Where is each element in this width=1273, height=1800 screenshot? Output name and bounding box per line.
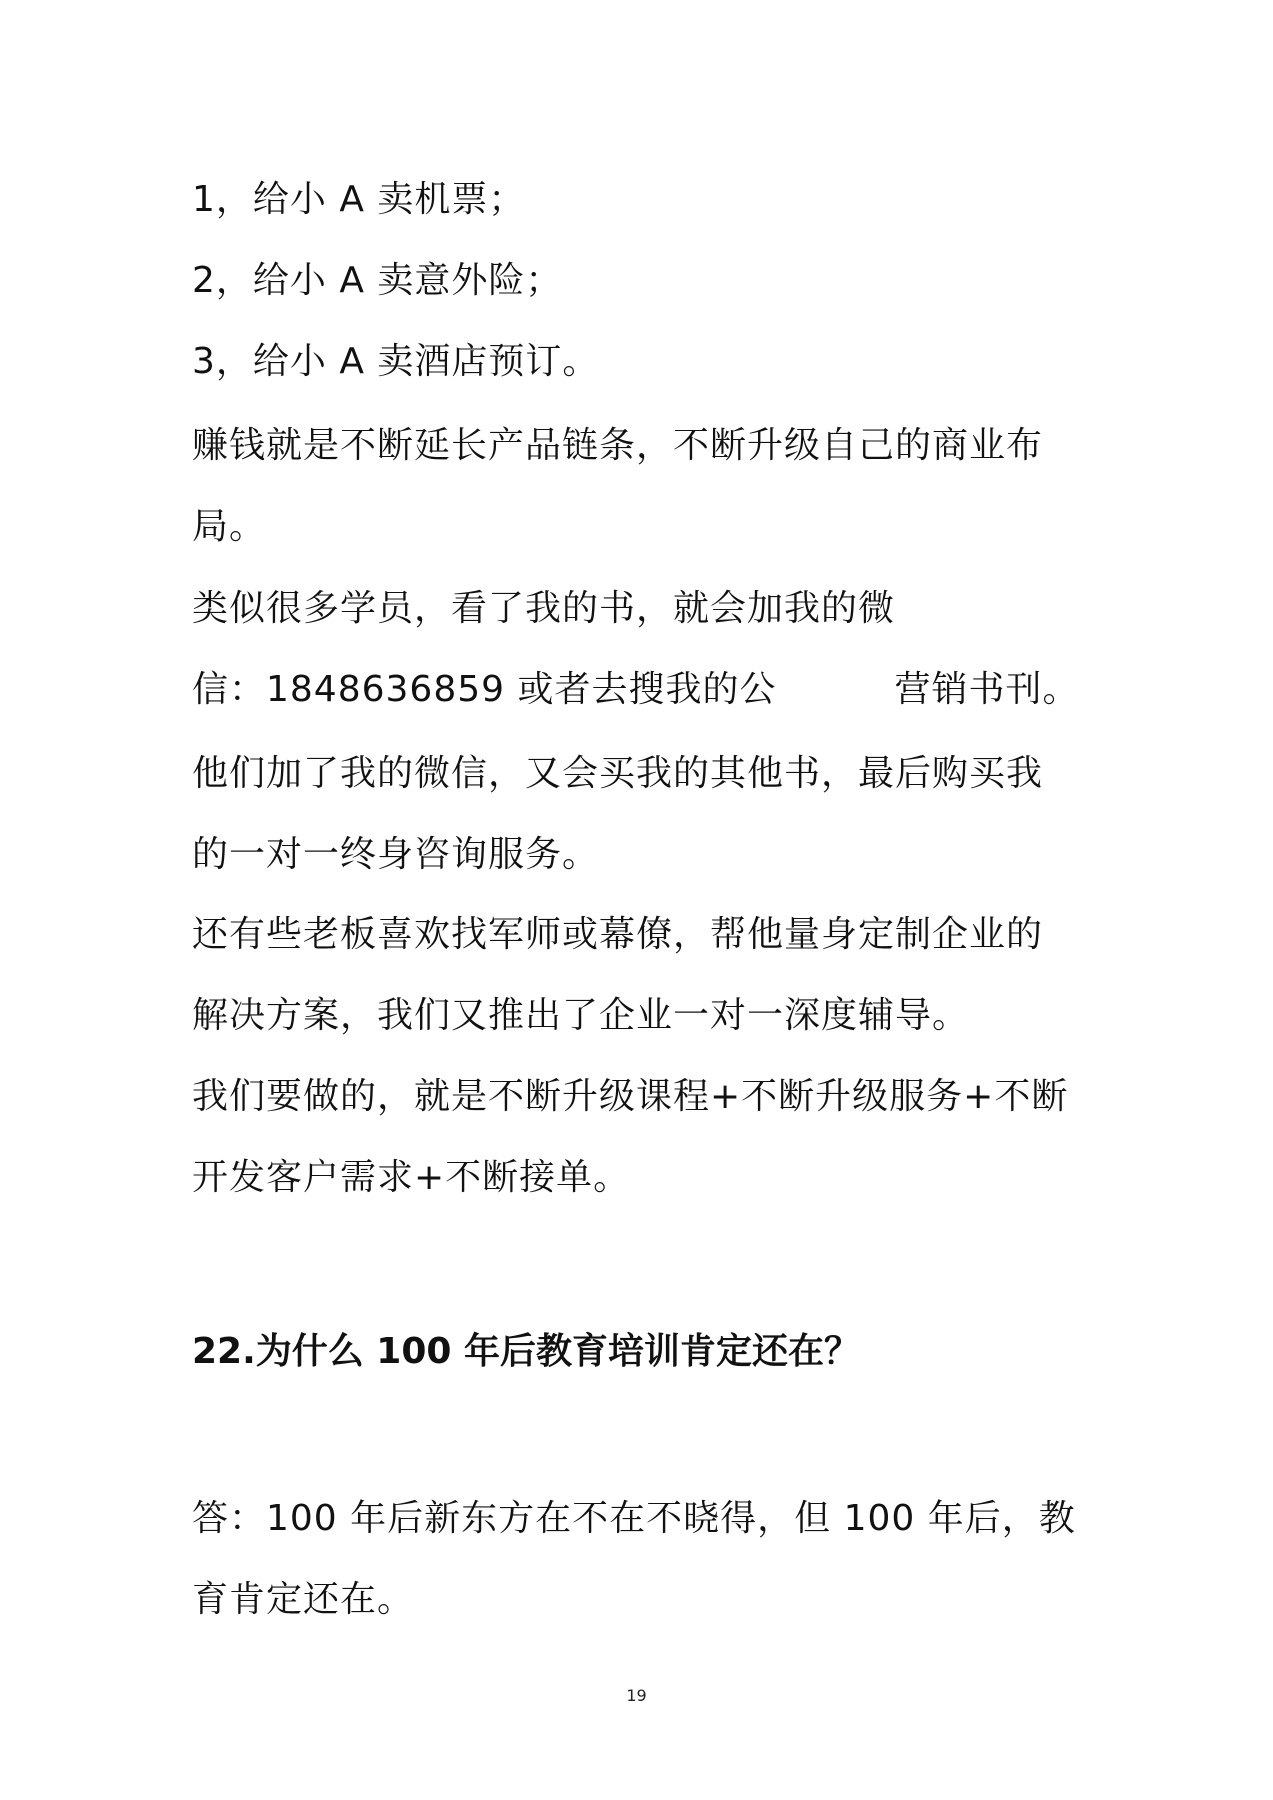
answer-line: 答：100 年后新东方在不在不晓得，但 100 年后，教 [192, 1498, 1076, 1539]
paragraph-line: 还有些老板喜欢找军师或幕僚，帮他量身定制企业的 [192, 914, 1044, 955]
paragraph-line: 他们加了我的微信，又会买我的其他书，最后购买我 [192, 753, 1044, 794]
paragraph-line: 开发客户需求+不断接单。 [192, 1157, 631, 1198]
contact-text-end: 营销书刊。 [894, 669, 1080, 710]
contact-text: 信：1848636859 或者去搜我的公 [192, 669, 777, 710]
list-item-3: 3，给小 A 卖酒店预订。 [192, 341, 600, 382]
paragraph-line: 类似很多学员，看了我的书，就会加我的微 [192, 588, 896, 629]
paragraph-line: 我们要做的，就是不断升级课程+不断升级服务+不断 [192, 1076, 1069, 1117]
page-number: 19 [626, 1686, 647, 1705]
answer-line: 育肯定还在。 [192, 1579, 415, 1620]
paragraph-line: 局。 [192, 506, 267, 547]
paragraph-line: 的一对一终身咨询服务。 [192, 834, 600, 875]
paragraph-line: 解决方案，我们又推出了企业一对一深度辅导。 [192, 995, 970, 1036]
list-item-2: 2，给小 A 卖意外险； [192, 260, 563, 301]
paragraph-line: 赚钱就是不断延长产品链条，不断升级自己的商业布 [192, 425, 1044, 466]
list-item-1: 1，给小 A 卖机票； [192, 179, 526, 220]
section-heading: 22.为什么 100 年后教育培训肯定还在？ [192, 1331, 860, 1372]
paragraph-line-contact [192, 668, 1080, 712]
